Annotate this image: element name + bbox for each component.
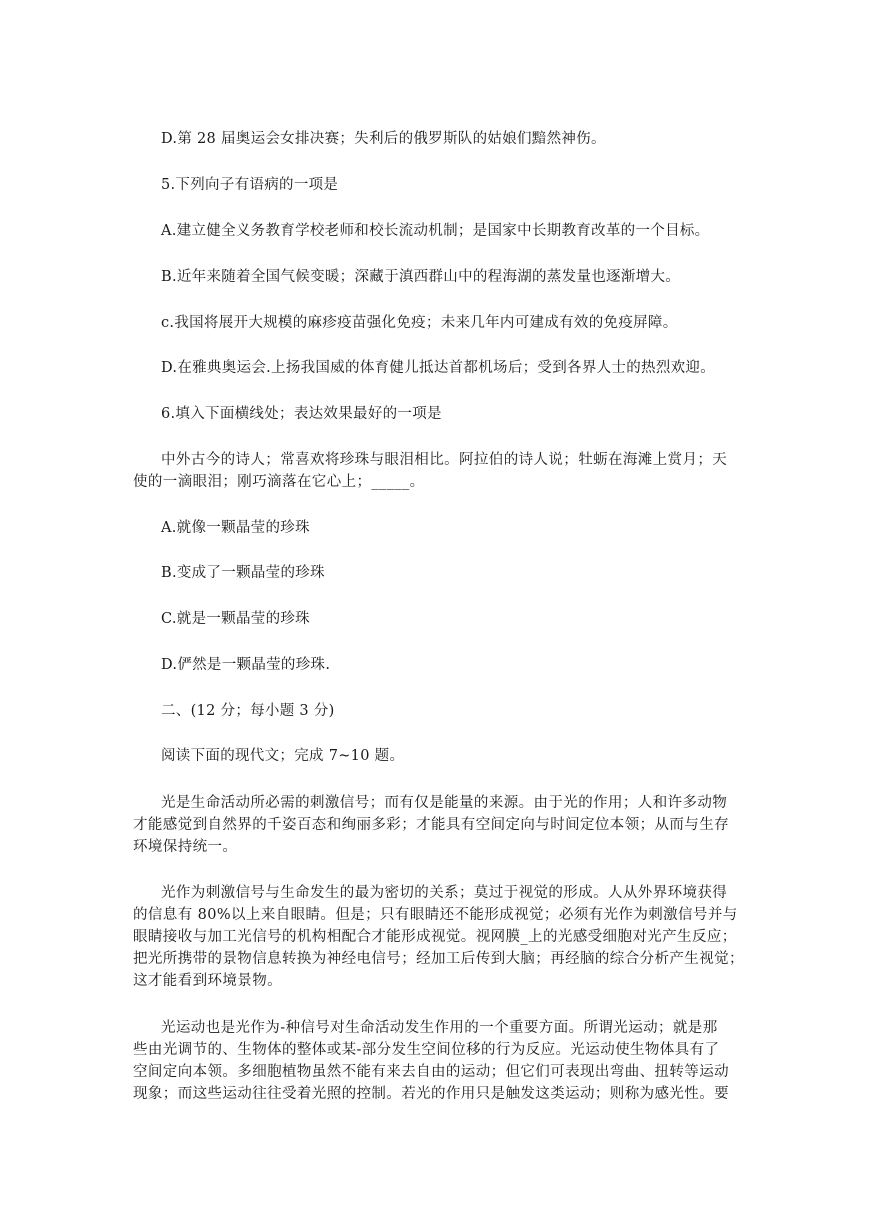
paragraph-1-line: 环境保持统一。	[133, 839, 238, 855]
option-c-q6: C.就是一颗晶莹的珍珠	[161, 611, 310, 627]
question-5: 5.下列向子有语病的一项是	[161, 177, 339, 193]
passage-line: 中外古今的诗人；常喜欢将珍珠与眼泪相比。阿拉伯的诗人说；牡蛎在海滩上赏月；天	[161, 452, 728, 468]
paragraph-2-line: 把光所携带的景物信息转换为神经电信号；经加工后传到大脑；再经脑的综合分析产生视觉；	[133, 951, 744, 967]
option-b-q5: B.近年来随着全国气候变暖；深藏于滇西群山中的程海湖的蒸发量也逐渐增大。	[161, 269, 681, 285]
paragraph-2-line: 这才能看到环境景物。	[133, 973, 282, 989]
reading-instruction: 阅读下面的现代文；完成 7~10 题。	[161, 748, 405, 764]
paragraph-2-line: 的信息有 80%以上来自眼睛。但是；只有眼睛还不能形成视觉；必须有光作为刺激信号并与	[133, 907, 738, 923]
paragraph-3-line: 光运动也是光作为-种信号对生命活动发生作用的一个重要方面。所谓光运动；就是那	[161, 1020, 718, 1036]
paragraph-1-line: 才能感觉到自然界的千姿百态和绚丽多彩；才能具有空间定向与时间定位本领；从而与生存	[133, 817, 729, 833]
option-b-q6: B.变成了一颗晶莹的珍珠	[161, 565, 325, 581]
paragraph-2-line: 光作为刺激信号与生命发生的最为密切的关系；莫过于视觉的形成。人从外界环境获得	[161, 885, 728, 901]
option-d-q6: D.俨然是一颗晶莹的珍珠.	[161, 657, 331, 673]
paragraph-2-line: 眼睛接收与加工光信号的机构相配合才能形成视觉。视网膜_上的光感受细胞对光产生反应；	[133, 929, 737, 945]
option-d-q5: D.在雅典奥运会.上扬我国威的体育健儿抵达首都机场后；受到各界人士的热烈欢迎。	[161, 360, 716, 376]
option-c-q5: c.我国将展开大规模的麻疹疫苗强化免疫；未来几年内可建成有效的免疫屏障。	[161, 315, 678, 331]
passage-line: 使的一滴眼泪；刚巧滴落在它心上；_____。	[133, 474, 425, 490]
paragraph-3-line: 些由光调节的、生物体的整体或某-部分发生空间位移的行为反应。光运动使生物体具有了	[133, 1042, 720, 1058]
option-a-q5: A.建立健全义务教育学校老师和校长流动机制；是国家中长期教育改革的一个目标。	[161, 223, 710, 239]
option-a-q6: A.就像一颗晶莹的珍珠	[161, 520, 310, 536]
paragraph-3-line: 现象；而这些运动往往受着光照的控制。若光的作用只是触发这类运动；则称为感光性。要	[133, 1086, 729, 1102]
question-6: 6.填入下面横线处；表达效果最好的一项是	[161, 406, 442, 422]
paragraph-1-line: 光是生命活动所必需的刺激信号；而有仅是能量的来源。由于光的作用；人和许多动物	[161, 795, 728, 811]
paragraph-3-line: 空间定向本领。多细胞植物虽然不能有来去自由的运动；但它们可表现出弯曲、扭转等运动	[133, 1064, 729, 1080]
section-heading: 二、(12 分；每小题 3 分)	[161, 703, 335, 719]
option-d-q4: D.第 28 届奥运会女排决赛；失利后的俄罗斯队的姑娘们黯然神伤。	[161, 131, 606, 147]
